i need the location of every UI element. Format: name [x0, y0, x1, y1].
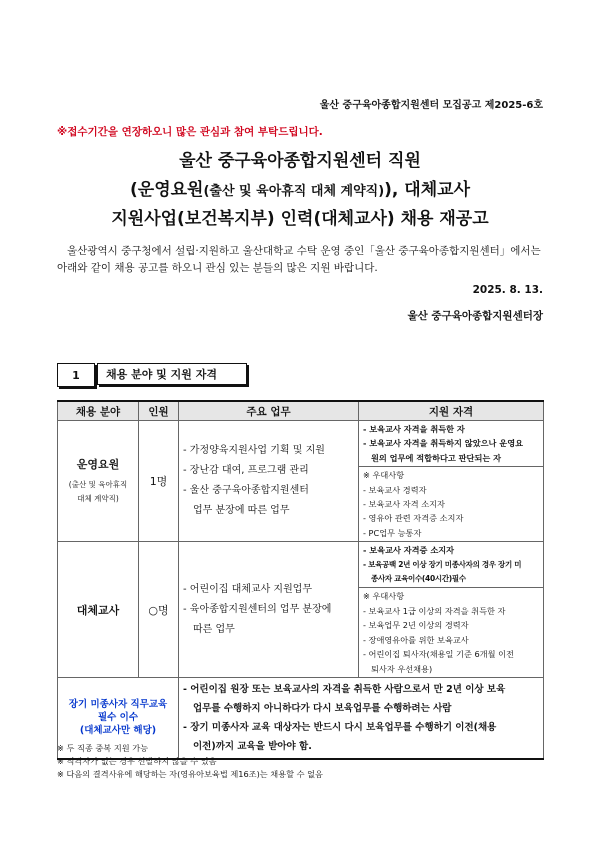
footnote: ※ 다음의 결격사유에 해당하는 자(영유아보육법 제16조)는 채용할 수 없음 [57, 769, 323, 779]
notice-date: 2025. 8. 13. [472, 284, 543, 296]
category-cell [58, 421, 139, 542]
duty-line: - 어린이집 대체교사 지원업무 [183, 583, 313, 595]
page-title-line2 [0, 175, 600, 200]
header-qualifications: 지원 자격 [359, 401, 544, 421]
qual-line: 퇴사자 우선채용) [371, 663, 433, 674]
table-row [58, 542, 544, 678]
extension-notice: ※접수기간을 연장하오니 많은 관심과 참여 부탁드립니다. [57, 126, 323, 138]
title-part-a: (운영요원 [130, 180, 204, 200]
page-title-line1: 울산 중구육아종합지원센터 직원 [179, 151, 421, 171]
qual-line: 원의 업무에 적합하다고 판단되는 자 [371, 452, 502, 463]
duties-cell [179, 421, 359, 542]
duty-line: 따른 업무 [193, 623, 235, 635]
header-count: 인원 [139, 401, 179, 421]
mandatory-line: 이전)까지 교육을 받아야 함. [193, 740, 312, 752]
mandatory-label-line: (대체교사만 해당) [79, 725, 157, 737]
qual-line: - 보육교사 경력자 [363, 484, 427, 495]
title-part-b: (출산 및 육아휴직 대체 계약직) [203, 184, 385, 199]
qual-line: - PC업무 능통자 [363, 527, 422, 538]
mandatory-line: 업무를 수행하지 아니하다가 다시 보육업무를 수행하려는 사람 [193, 702, 452, 714]
qual-line: - 보육교사 1급 이상의 자격을 취득한 자 [363, 605, 506, 616]
duty-line: - 가정양육지원사업 기획 및 지원 [183, 445, 325, 457]
category-sub [58, 478, 138, 506]
qual-line: - 보육교사 자격을 취득한 자 [363, 424, 465, 434]
duty-line: - 장난감 대여, 프로그램 관리 [183, 465, 309, 477]
qual-line: ※ 우대사항 [363, 591, 405, 602]
organization-head: 울산 중구육아종합지원센터장 [407, 310, 543, 322]
recruitment-table [57, 400, 544, 760]
qual-line: - 어린이집 퇴사자(채용일 기준 6개월 이전 [363, 649, 514, 660]
intro-text: 울산광역시 중구청에서 설립·지원하고 울산대학교 수탁 운영 중인「울산 중구육아종합지원센터」에서는 아래와 같이 채용 공고를 하오니 관심 있는 분들의 많은 지원 바랍니다. [57, 245, 541, 274]
section-title: 채용 분야 및 지원 자격 [97, 363, 247, 385]
qual-required [359, 542, 543, 587]
notice-number: 울산 중구육아종합지원센터 모집공고 제2025-6호 [319, 100, 543, 111]
qualifications-cell [359, 542, 544, 678]
category-cell [58, 542, 139, 678]
qualifications-cell [359, 421, 544, 542]
mandatory-training-text [179, 677, 544, 759]
intro-paragraph [57, 243, 545, 277]
qual-line: - 보육교사 자격 소지자 [363, 499, 445, 510]
header-duties: 주요 업무 [179, 401, 359, 421]
mandatory-label-line: 필수 이수 [97, 712, 138, 724]
section-number: 1 [57, 363, 95, 387]
duties-cell [179, 542, 359, 678]
category-sub-line: (출산 및 육아휴직 [68, 480, 128, 490]
qual-line: ※ 우대사항 [363, 470, 405, 481]
qual-line: 종사자 교육이수(40시간)필수 [371, 574, 466, 584]
qual-line: - 영유아 관련 자격증 소지자 [363, 513, 464, 524]
mandatory-line: - 장기 미종사자 교육 대상자는 반드시 다시 보육업무를 수행하기 이전(채용 [183, 721, 497, 733]
category-name: 운영요원 [76, 458, 120, 472]
qual-required [359, 421, 543, 466]
header-category: 채용 분야 [58, 401, 139, 421]
category-name: 대체교사 [76, 603, 120, 617]
count-cell: ○명 [139, 542, 179, 678]
table-header-row [58, 401, 544, 421]
qual-preferred [359, 466, 543, 541]
qual-line: - 장애영유아를 위한 보육교사 [363, 634, 469, 645]
count-cell: 1명 [139, 421, 179, 542]
qual-line: - 보육교사 자격을 취득하지 않았으나 운영요 [363, 438, 524, 449]
qual-line: - 보육교사 자격증 소지자 [363, 545, 455, 556]
duty-line: - 울산 중구육아종합지원센터 [183, 485, 309, 497]
qual-line: - 보육업무 2년 이상의 경력자 [363, 620, 469, 631]
footnote: ※ 두 직종 중복 지원 가능 [57, 743, 149, 753]
duty-line: 업무 분장에 따른 업무 [193, 505, 290, 517]
qual-line: - 보육공백 2년 이상 장기 미종사자의 경우 장기 미 [363, 559, 522, 569]
footnote: ※ 적격자가 없는 경우 선발하지 않을 수 있음 [57, 756, 217, 766]
table-row [58, 421, 544, 542]
page-title-line3: 지원사업(보건복지부) 인력(대체교사) 채용 재공고 [111, 209, 489, 229]
mandatory-label-line: 장기 미종사자 직무교육 [68, 699, 168, 711]
title-part-c: ), 대체교사 [384, 180, 470, 200]
mandatory-line: - 어린이집 원장 또는 보육교사의 자격을 취득한 사람으로서 만 2년 이상 보육 [183, 683, 506, 695]
qual-preferred [359, 587, 543, 676]
duty-line: - 육아종합지원센터의 업무 분장에 [183, 603, 332, 615]
category-sub-line: 대체 계약직) [77, 494, 119, 504]
